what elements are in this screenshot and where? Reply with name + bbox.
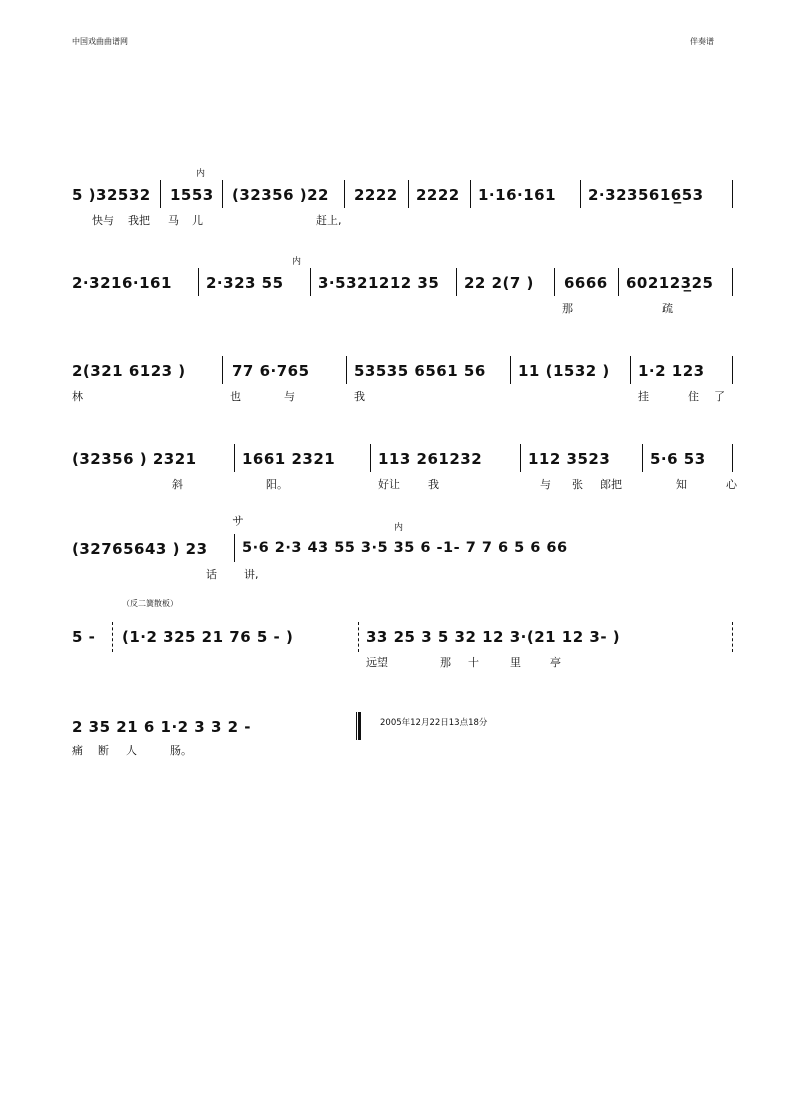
lyric: 快与	[92, 214, 114, 227]
notes: (1·2 325 21 76 5 - )	[122, 628, 294, 646]
lyric: 我	[354, 390, 365, 403]
lyric: 肠。	[170, 744, 192, 757]
notes: (32356 ) 2321	[72, 450, 197, 468]
notes: 6666	[564, 274, 608, 292]
score-type: 伴奏谱	[690, 37, 714, 46]
timestamp: 2005年12月22日13点18分	[380, 718, 488, 728]
notes: 11 (1532 )	[518, 362, 610, 380]
score-row-4	[72, 444, 737, 491]
marking: 内	[196, 169, 206, 179]
lyric: 阳。	[266, 478, 288, 491]
score-row-6	[72, 599, 734, 669]
lyric: 儿	[192, 214, 203, 227]
notes: 2 35 21 6 1·2 3 3 2 -	[72, 718, 252, 736]
lyric: 断	[98, 744, 109, 757]
notes: 2·323 55	[206, 274, 284, 292]
notes: 1·16·161	[478, 186, 557, 204]
marking: 内	[394, 523, 404, 533]
lyric: 住	[688, 390, 699, 403]
notes: (32765643 ) 23	[72, 540, 208, 558]
lyric: 知	[676, 478, 687, 491]
lyric: 了	[714, 390, 725, 403]
score-row-7	[72, 712, 734, 757]
lyric: 也	[230, 390, 241, 403]
lyric: 心	[726, 478, 737, 491]
lyric: 郎把	[600, 478, 622, 491]
score-row-5	[72, 514, 734, 581]
score-row-1	[72, 169, 734, 227]
lyric: 我把	[128, 214, 150, 227]
notes: 5·6 53	[650, 450, 706, 468]
lyric: 讲,	[244, 568, 259, 581]
notes: 77 6·765	[232, 362, 310, 380]
lyric: 十	[468, 656, 479, 669]
notes: 113 261232	[378, 450, 483, 468]
notes: 2·3235616̲53	[588, 186, 704, 204]
lyric: 人	[126, 744, 137, 757]
notes: 5 -	[72, 628, 96, 646]
notes: (32356 )22	[232, 186, 329, 204]
notes: 53535 6561 56	[354, 362, 486, 380]
lyric: 里	[510, 656, 521, 669]
notes: 2222	[354, 186, 398, 204]
lyric: 与	[284, 390, 295, 403]
notes: 602123̲25	[626, 274, 714, 292]
notes: 1553	[170, 186, 214, 204]
marking: （反二簧散板）	[122, 599, 178, 608]
site-name: 中国戏曲曲谱网	[72, 37, 128, 46]
notes: 1661 2321	[242, 450, 336, 468]
lyric: 远望	[366, 656, 388, 669]
notes: 33 25 3 5 32 12 3·(21 12 3- )	[366, 628, 621, 646]
notes: 5 )32532	[72, 186, 151, 204]
lyric: 挂	[638, 390, 649, 403]
notes: 2222	[416, 186, 460, 204]
notes: 1·2 123	[638, 362, 705, 380]
lyric: 痛	[72, 744, 83, 757]
marking: 内	[292, 257, 302, 267]
lyric: 那	[562, 302, 573, 315]
lyric: 话	[206, 568, 217, 581]
lyric: 我	[428, 478, 439, 491]
score-row-3	[72, 356, 734, 403]
notes: 2·3216·161	[72, 274, 172, 292]
lyric: 张	[572, 478, 583, 491]
lyric: 好让	[378, 478, 400, 491]
marking: サ	[232, 514, 245, 528]
notes: 2(321 6123 )	[72, 362, 186, 380]
notes: 22 2(7 )	[464, 274, 534, 292]
notes: 112 3523	[528, 450, 611, 468]
notes: 5·6 2·3 43 55 3·5 35 6 -1- 7 7 6 5 6 66	[242, 540, 568, 556]
lyric: 赶上,	[316, 214, 342, 227]
lyric: 马	[168, 214, 179, 227]
lyric: 斜	[172, 478, 183, 491]
lyric: 那	[440, 656, 451, 669]
notes: 3·5321212 35	[318, 274, 440, 292]
lyric: 亭	[550, 656, 561, 669]
lyric: 与	[540, 478, 551, 491]
lyric: 疏	[662, 302, 673, 315]
score-row-2	[72, 257, 734, 315]
lyric: 林	[72, 390, 83, 403]
